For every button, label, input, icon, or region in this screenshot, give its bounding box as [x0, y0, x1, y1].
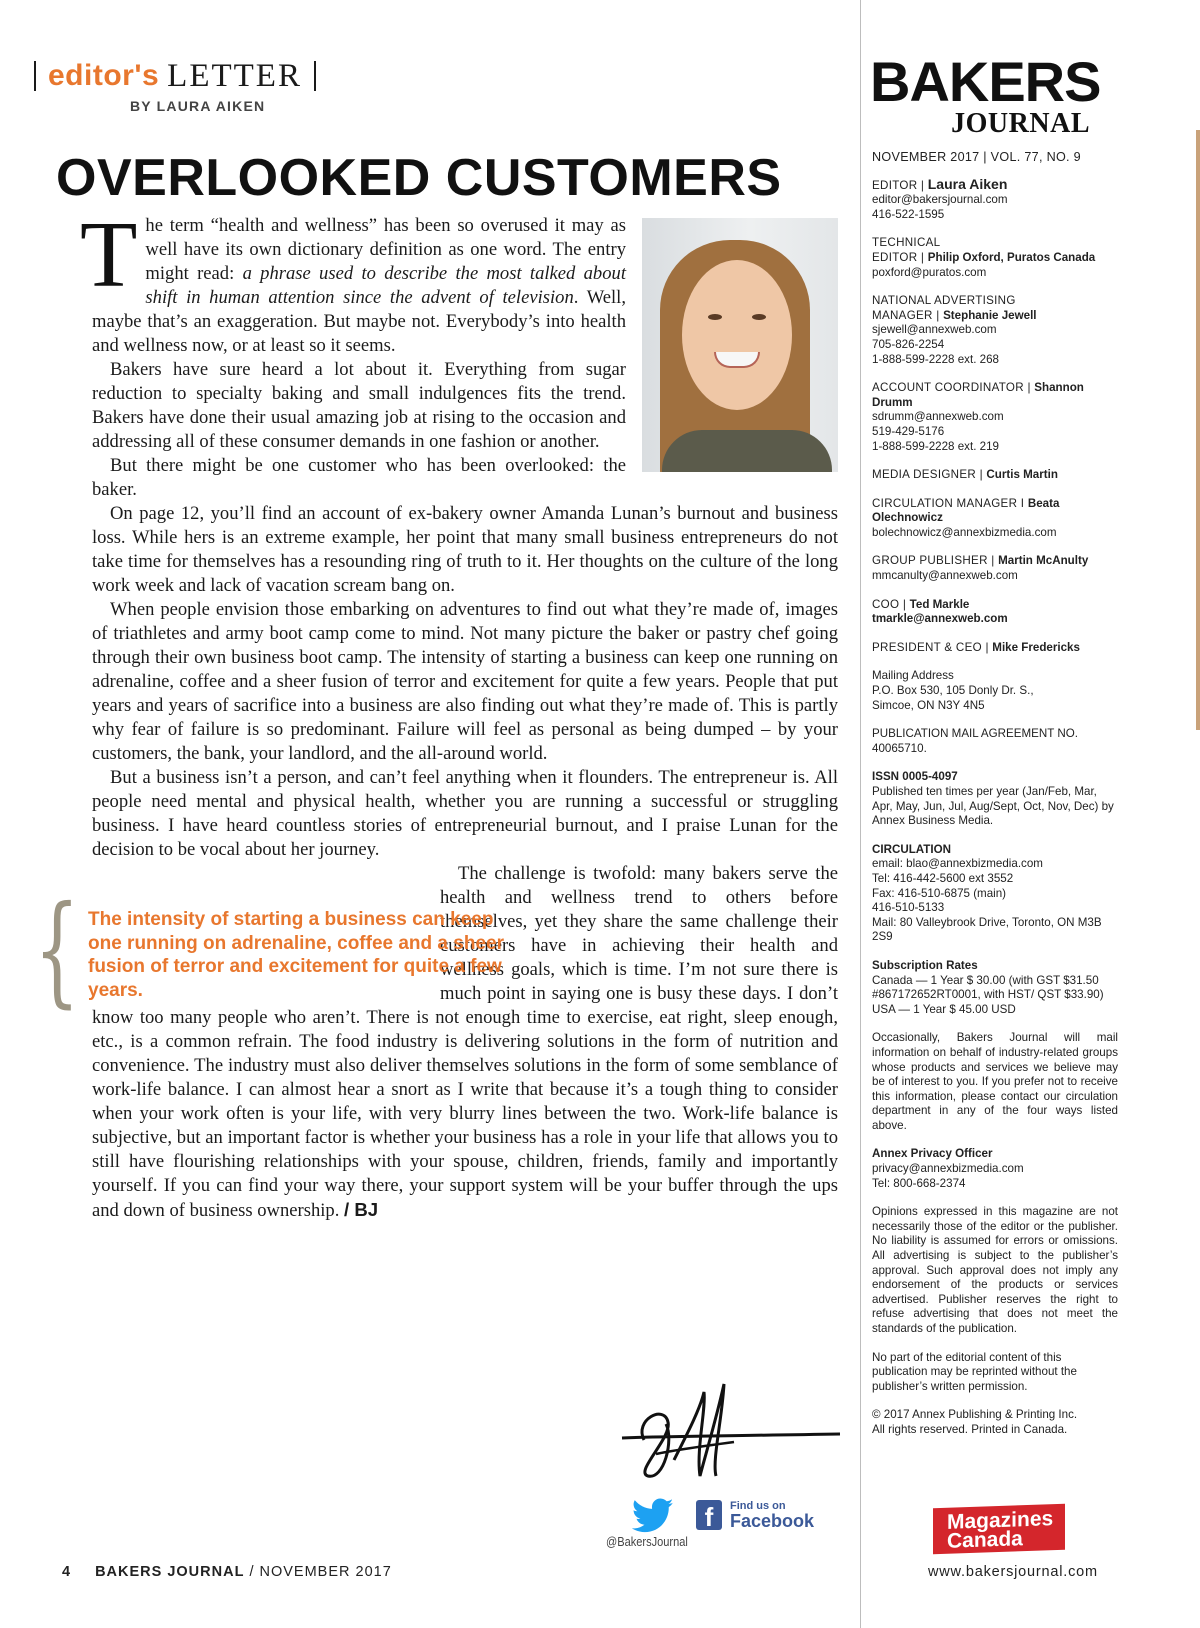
- photo-face: [682, 260, 792, 410]
- privacy-email[interactable]: privacy@annexbizmedia.com: [872, 1162, 1024, 1176]
- masthead-circulation-manager: [872, 497, 1118, 541]
- issn-text: Published ten times per year (Jan/Feb, Mar, Apr, May, Jun, Jul, Aug/Sept, Oct, Nov, Dec) by Annex Business Media.: [872, 785, 1114, 828]
- ad-phone: 705-826-2254: [872, 337, 945, 351]
- privacy-title: Annex Privacy Officer: [872, 1147, 993, 1161]
- mailing-line-1: P.O. Box 530, 105 Donly Dr. S.,: [872, 684, 1034, 698]
- subs-usa: USA — 1 Year $ 45.00 USD: [872, 1002, 1016, 1016]
- byline: BY LAURA AIKEN: [130, 98, 266, 114]
- drop-cap: T: [80, 203, 138, 307]
- copyright-line-1: © 2017 Annex Publishing & Printing Inc.: [872, 1408, 1078, 1422]
- editor-phone: 416-522-1595: [872, 207, 945, 221]
- reprint-notice: No part of the editorial content of this publication may be reprinted without the publisher’s written permission.: [872, 1350, 1077, 1393]
- subs-canada: Canada — 1 Year $ 30.00 (with GST $31.50 #867172652RT0001, with HST/ QST $33.90): [872, 973, 1104, 1002]
- sign-off: / BJ: [344, 1199, 379, 1220]
- tech-label-2: EDITOR |: [872, 250, 928, 264]
- editor-email[interactable]: editor@bakersjournal.com: [872, 193, 1008, 207]
- masthead-ceo: [872, 641, 1118, 656]
- masthead-group-publisher: [872, 554, 1118, 583]
- paragraph-3: But there might be one customer who has been overlooked: the baker.: [92, 455, 626, 500]
- p1-italic: a phrase used to describe the most talked about shift in human attention since the advent of television: [145, 263, 626, 308]
- circ-label: CIRCULATION MANAGER I: [872, 496, 1028, 510]
- photo-eye: [752, 314, 766, 320]
- acct-phone: 519-429-5176: [872, 424, 945, 438]
- masthead-technical-editor: [872, 236, 1118, 280]
- page-number: 4: [62, 1564, 72, 1580]
- gp-name: Martin McAnulty: [998, 554, 1089, 568]
- media-label: MEDIA DESIGNER |: [872, 468, 987, 482]
- tech-label: TECHNICAL: [872, 236, 941, 250]
- gp-email[interactable]: mmcanulty@annexweb.com: [872, 569, 1018, 583]
- acct-phone-tollfree: 1-888-599-2228 ext. 219: [872, 439, 999, 453]
- section-label-black: LETTER: [167, 57, 302, 94]
- p7-text: The challenge is twofold: many bakers serve the health and wellness trend to others before themselves, yet they share the same challenge their customers have in achieving their health and wellness goals, which is time. I’m not sure there is much point in saying one is busy these days. I don’t know too many people who aren’t. There is not enough time to exercise, eat right, sleep enough, etc., is a common refrain. The food industry is delivering solutions in the form of nutrition and convenience. The industry must also deliver themselves solutions in the form of some semblance of work-life balance. I can almost hear a snort as I write that because it’s a tough thing to consider when your work often is your life, with very blurry lines between the two. Work-life balance is subjective, but an important factor is whether your business has a role in your life that allows you to still have flourishing relationships with your spouse, children, friends, family and importantly yourself. If you can find your way there, your support system will be your buffer through the ups and down of business ownership.: [92, 863, 838, 1221]
- copyright-line-2: All rights reserved. Printed in Canada.: [872, 1422, 1068, 1436]
- paragraph-5: When people envision those embarking on adventures to find out what they’re made of, images of triathletes and army boot camp come to mind. Not many picture the baker or pastry chef going through their own business boot camp. The intensity of starting a business can keep one running on adrenaline, coffee and a sheer fusion of terror and excitement for quite a few years. People that put years and years of sacrifice into a business are also finding out what they’re made of. This is partly why fear of failure is so predominant. Failure will feel as personal as being dumped – by your customers, the bank, your landlord, and the all-around world.: [92, 599, 838, 764]
- coo-label: COO |: [872, 597, 910, 611]
- editor-photo: [642, 218, 838, 472]
- ad-name: Stephanie Jewell: [943, 308, 1037, 322]
- issn-block: [872, 770, 1118, 828]
- section-label-orange: editor's: [48, 59, 160, 92]
- privacy-tel: Tel: 800-668-2374: [872, 1176, 966, 1190]
- footer-website[interactable]: www.bakersjournal.com: [928, 1564, 1098, 1580]
- section-tag: [34, 56, 316, 96]
- facebook-find-us: Find us on: [730, 1500, 786, 1512]
- p1-start: he term “health and wellness” has been so overused it may as well have its own dictionary definition as one word. The entry might read:: [145, 215, 626, 284]
- media-name: Curtis Martin: [986, 468, 1058, 482]
- masthead-account-coordinator: [872, 381, 1118, 454]
- tech-email[interactable]: poxford@puratos.com: [872, 265, 987, 279]
- p1-end: . Well, maybe that’s an exaggeration. But maybe not. Everybody’s into health and wellness now, or at least so it seems.: [92, 287, 626, 356]
- twitter-icon[interactable]: [632, 1498, 674, 1534]
- masthead: [872, 150, 1118, 1452]
- circ-name: Beata Olechnowicz: [872, 496, 1060, 525]
- ad-email[interactable]: sjewell@annexweb.com: [872, 323, 997, 337]
- subscription-rates: [872, 959, 1118, 1017]
- publication-agreement: PUBLICATION MAIL AGREEMENT NO. 40065710.: [872, 727, 1078, 755]
- article-body: [80, 203, 838, 1223]
- tag-bar-right: [314, 61, 316, 91]
- bakers-journal-logo: [870, 50, 1122, 139]
- acct-label: ACCOUNT COORDINATOR |: [872, 381, 1035, 395]
- masthead-editor: [872, 177, 1118, 223]
- issue-info: NOVEMBER 2017 | VOL. 77, NO. 9: [872, 150, 1081, 164]
- copyright: [872, 1408, 1118, 1437]
- paragraph-4: On page 12, you’ll find an account of ex-bakery owner Amanda Lunan’s burnout and business loss. While hers is an extreme example, her point that many small business entrepreneurs do not take time for themselves has a resounding ring of truth to it. Her thoughts on the culture of the long work week and lack of vacation scream bang on.: [92, 503, 838, 596]
- circulation-block: [872, 843, 1118, 945]
- mc-line-2: Canada: [947, 1527, 1023, 1553]
- logo-bakers: BAKERS: [870, 50, 1101, 113]
- mailing-address: [872, 669, 1118, 713]
- ceo-label: PRESIDENT & CEO |: [872, 640, 993, 654]
- issn: ISSN 0005-4097: [872, 770, 958, 784]
- masthead-media-designer: [872, 468, 1118, 483]
- masthead-coo: [872, 598, 1118, 627]
- facebook-icon[interactable]: f: [696, 1500, 722, 1530]
- editor-name: Laura Aiken: [927, 175, 1008, 192]
- footer-magazine: BAKERS JOURNAL: [95, 1564, 245, 1580]
- opinions-disclaimer: Opinions expressed in this magazine are not necessarily those of the editor or the publisher. No liability is assumed for errors or omissions. All advertising is subject to the publisher’s approval. Such approval does not imply any endorsement of the products or services advertised. Publisher reserves the right to refuse advertising that does not meet the standards of the publication.: [872, 1205, 1118, 1335]
- logo-journal: JOURNAL: [951, 108, 1090, 139]
- brace-ornament: {: [34, 881, 80, 1020]
- photo-eye: [708, 314, 722, 320]
- magazines-canada-logo: [933, 1504, 1065, 1555]
- mc-line-1: Magazines: [947, 1507, 1054, 1534]
- sidebar-divider: [860, 0, 861, 1628]
- ad-label-2: MANAGER |: [872, 308, 944, 322]
- coo-email[interactable]: tmarkle@annexweb.com: [872, 612, 1008, 626]
- privacy-officer: [872, 1147, 1118, 1191]
- footer-issue: / NOVEMBER 2017: [249, 1564, 392, 1580]
- circulation-fax: Fax: 416-510-6875 (main): [872, 886, 1007, 900]
- gp-label: GROUP PUBLISHER |: [872, 554, 999, 568]
- mailing-title: Mailing Address: [872, 669, 954, 683]
- ceo-name: Mike Fredericks: [992, 640, 1080, 654]
- twitter-handle[interactable]: @BakersJournal: [606, 1534, 688, 1549]
- coo-name: Ted Markle: [909, 597, 970, 611]
- circulation-email[interactable]: email: blao@annexbizmedia.com: [872, 857, 1043, 871]
- circulation-tel: Tel: 416-442-5600 ext 3552: [872, 871, 1014, 885]
- facebook-label[interactable]: Facebook: [730, 1511, 815, 1531]
- footer-folio: [62, 1564, 392, 1580]
- paragraph-6: But a business isn’t a person, and can’t feel anything when it flounders. The entrepreneur is. All people need mental and physical health, whether you are running a successful or struggling business. I have heard countless stories of entrepreneurial burnout, and I praise Lunan for the decision to be vocal about her journey.: [92, 767, 838, 860]
- photo-shirt: [662, 430, 832, 472]
- circulation-fax-2: 416-510-5133: [872, 901, 945, 915]
- page-edge-mark: [1196, 130, 1200, 730]
- mail-notice: Occasionally, Bakers Journal will mail information on behalf of industry-related groups whose products and services we believe may be of interest to you. If you prefer not to receive this information, please contact our circulation department in any of the four ways listed above.: [872, 1031, 1118, 1132]
- acct-email[interactable]: sdrumm@annexweb.com: [872, 410, 1004, 424]
- masthead-advertising: [872, 294, 1118, 367]
- ad-phone-tollfree: 1-888-599-2228 ext. 268: [872, 352, 999, 366]
- editor-signature: [604, 1380, 844, 1490]
- pull-quote-text: The intensity of starting a business can keep one running on adrenaline, coffee and a sheer fusion of terror and excitement for quite a few years.: [88, 909, 504, 1001]
- editor-label: EDITOR |: [872, 178, 928, 192]
- paragraph-2: Bakers have sure heard a lot about it. Everything from sugar reduction to specialty baking and small indulgences fits the trend. Bakers have done their usual amazing job at rising to the occasion and addressing all of these consumer demands in one fashion or another.: [92, 359, 626, 452]
- acct-name: Shannon Drumm: [872, 381, 1084, 409]
- mailing-line-2: Simcoe, ON N3Y 4N5: [872, 698, 985, 712]
- subs-title: Subscription Rates: [872, 958, 978, 972]
- circulation-mail: Mail: 80 Valleybrook Drive, Toronto, ON M3B 2S9: [872, 915, 1102, 944]
- circulation-title: CIRCULATION: [872, 842, 951, 856]
- headline: OVERLOOKED CUSTOMERS: [56, 149, 782, 207]
- tech-name: Philip Oxford, Puratos Canada: [927, 250, 1096, 264]
- circ-email[interactable]: bolechnowicz@annexbizmedia.com: [872, 525, 1057, 539]
- ad-label: NATIONAL ADVERTISING: [872, 294, 1016, 308]
- tag-bar-left: [34, 61, 36, 91]
